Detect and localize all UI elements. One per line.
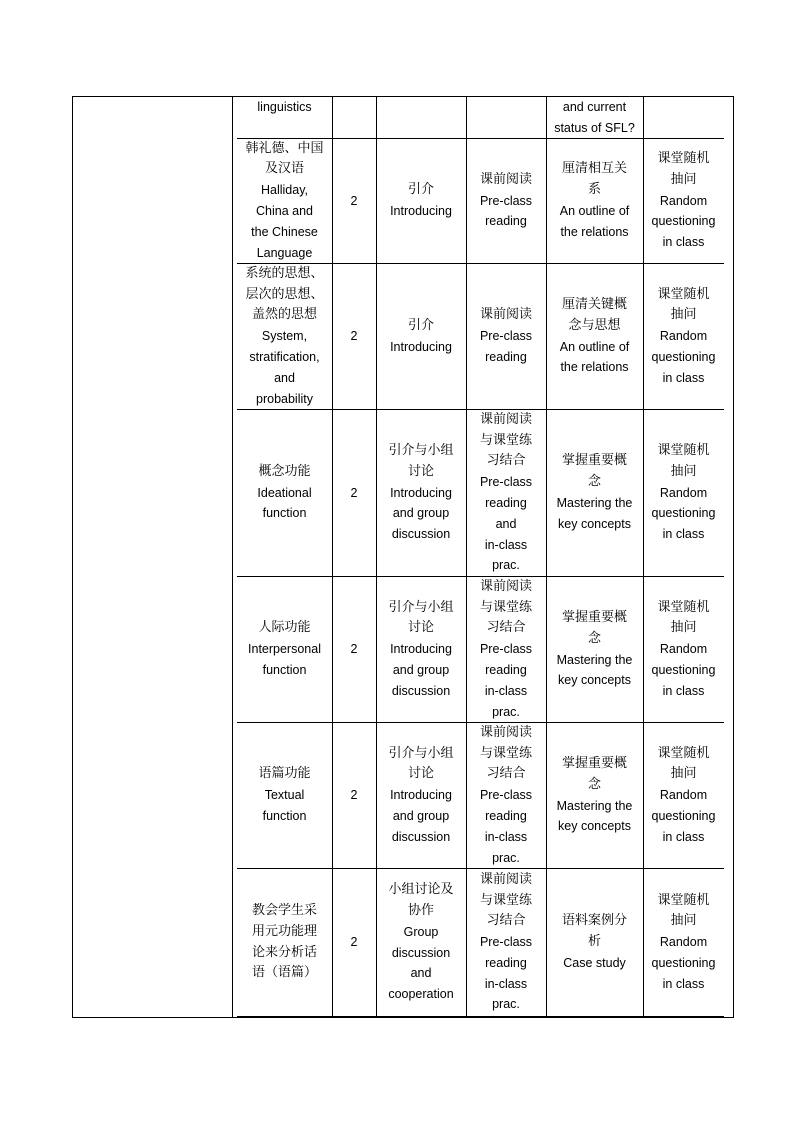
cell-text-line: 韩礼德、中国 (245, 140, 324, 156)
cell-text-line: 课前阅读 (479, 307, 532, 323)
cell-text-line: discussion (391, 829, 451, 844)
cell-text-line: Mastering the (556, 798, 633, 813)
cell-text-line: 习结合 (486, 913, 526, 929)
cell-text-line: in-class (484, 537, 528, 552)
cell-text-line: in-class (484, 976, 528, 991)
cell-text-line: Introducing (390, 485, 452, 500)
cell-text-line: 掌握重要概 (561, 755, 627, 771)
cell-method (376, 410, 466, 577)
cell-text-line: 抽问 (670, 463, 697, 479)
cell-text-line: 课堂随机 (657, 286, 710, 302)
cell-text-line: 课堂随机 (657, 443, 710, 458)
cell-text-line: reading (485, 496, 527, 510)
cell-assessment (643, 139, 724, 264)
cell-text-line: 语篇功能 (258, 766, 311, 782)
cell-text-line: Random (659, 485, 708, 500)
cell-text-line: China and (256, 204, 313, 218)
cell-text-line: and (410, 966, 432, 981)
cell-text-line: and (495, 516, 517, 531)
cell-topic (237, 139, 332, 264)
cell-text-line: in class (662, 370, 705, 385)
cell-text-line: 概念功能 (258, 463, 311, 479)
cell-objective (546, 723, 643, 869)
cell-text-line: probability (256, 391, 313, 406)
cell-text-line: questioning (651, 349, 716, 364)
cell-text-line: 掌握重要概 (561, 609, 627, 625)
cell-text-line: Random (659, 788, 708, 803)
cell-text-line: Pre-class (479, 642, 533, 657)
cell-text-line: 2 (350, 788, 358, 803)
cell-text-line: Random (659, 193, 708, 208)
cell-text-line: Pre-class (479, 788, 533, 803)
cell-text-line: Mastering the (556, 652, 633, 667)
cell-topic (237, 869, 332, 1017)
cell-text-line: 语料案例分 (561, 913, 627, 929)
cell-activity (466, 139, 546, 264)
cell-text-line: the relations (560, 224, 629, 239)
cell-text-line: Mastering the (556, 496, 633, 510)
cell-text-line: System, (261, 329, 308, 344)
cell-assessment (643, 577, 724, 723)
cell-objective (546, 577, 643, 723)
cell-text-line: in class (662, 527, 705, 542)
cell-text-line: and group (392, 808, 450, 823)
cell-text-line: in class (662, 976, 705, 991)
cell-text-line: 念 (587, 474, 601, 490)
cell-text-line: Halliday, (260, 183, 308, 198)
cell-text-line: Case study (563, 955, 626, 970)
cell-text-line: 2 (350, 642, 358, 657)
cell-text-line: 用元功能理 (251, 923, 317, 939)
cell-activity (466, 410, 546, 577)
cell-text-line: 厘清相互关 (561, 161, 627, 177)
cell-text-line: key concepts (558, 516, 631, 531)
cell-topic (237, 577, 332, 723)
cell-hours (332, 139, 376, 264)
cell-hours (332, 869, 376, 1017)
cell-text-line: 课前阅读 (479, 171, 532, 187)
cell-text-line: function (262, 808, 307, 823)
cell-text-line: in-class (484, 829, 528, 844)
cell-text-line: questioning (651, 808, 716, 823)
cell-objective (546, 139, 643, 264)
cell-text-line: the Chinese (251, 224, 318, 239)
cell-text-line: 协作 (407, 902, 434, 918)
cell-text-line: 课前阅读 (479, 724, 532, 740)
cell-text-line: Introducing (390, 204, 452, 218)
cell-text-line: in class (662, 683, 705, 698)
cell-text-line: 掌握重要概 (561, 453, 627, 469)
cell-text-line: reading (485, 955, 527, 970)
cell-text-line: Introducing (390, 642, 452, 657)
cell-text-line: 讨论 (407, 766, 434, 782)
cell-text-line: 课前阅读 (479, 871, 532, 887)
cell-text-line: Pre-class (479, 329, 533, 344)
cell-text-line: cooperation (388, 987, 454, 1002)
cell-text-line: 习结合 (486, 453, 526, 469)
cell-text-line: in class (662, 829, 705, 844)
cell-text-line: in-class (484, 683, 528, 698)
cell-text-line: Textual (264, 788, 305, 803)
cell-activity (466, 96, 546, 139)
cell-text-line: questioning (651, 506, 716, 521)
cell-text-line: 与课堂练 (479, 599, 532, 615)
cell-text-line: prac. (492, 850, 520, 865)
cell-hours (332, 723, 376, 869)
cell-text-line: and (274, 370, 295, 385)
cell-text-line: reading (485, 662, 527, 677)
cell-text-line: discussion (391, 527, 451, 542)
cell-text-line: 习结合 (486, 766, 526, 782)
cell-text-line: Random (659, 935, 708, 950)
cell-text-line: and current (562, 100, 627, 114)
cell-text-line: 层次的思想、 (245, 286, 324, 302)
cell-topic (237, 723, 332, 869)
cell-assessment (643, 869, 724, 1017)
cell-text-line: 及汉语 (264, 161, 304, 177)
cell-text-line: function (262, 506, 307, 521)
cell-text-line: 引介与小组 (388, 443, 454, 458)
cell-text-line: 析 (587, 934, 601, 950)
cell-activity (466, 723, 546, 869)
cell-method (376, 96, 466, 139)
cell-text-line: reading (485, 349, 527, 364)
cell-method (376, 577, 466, 723)
cell-text-line: questioning (651, 662, 716, 677)
cell-text-line: key concepts (558, 819, 631, 834)
cell-topic (237, 264, 332, 410)
cell-text-line: prac. (492, 558, 520, 573)
cell-hours (332, 410, 376, 577)
cell-topic (237, 410, 332, 577)
cell-method (376, 264, 466, 410)
cell-text-line: 教会学生采 (251, 902, 317, 918)
cell-text-line: Random (659, 329, 708, 344)
cell-text-line: 与课堂练 (479, 432, 532, 448)
cell-text-line: questioning (651, 955, 716, 970)
cell-text-line: 念 (587, 776, 601, 792)
cell-text-line: prac. (492, 997, 520, 1012)
cell-method (376, 139, 466, 264)
cell-text-line: and group (392, 662, 450, 677)
cell-topic (237, 96, 332, 139)
cell-assessment (643, 96, 724, 139)
cell-text-line: 课堂随机 (657, 745, 710, 761)
cell-text-line: 课堂随机 (657, 151, 710, 166)
cell-text-line: 讨论 (407, 620, 434, 636)
cell-text-line: 引介 (407, 182, 434, 198)
cell-objective (546, 410, 643, 577)
cell-activity (466, 577, 546, 723)
cell-text-line: 2 (350, 935, 358, 950)
cell-text-line: 抽问 (670, 171, 697, 187)
column-divider (232, 96, 233, 1018)
cell-text-line: 引介 (407, 317, 434, 333)
cell-text-line: Introducing (390, 339, 452, 354)
cell-assessment (643, 723, 724, 869)
cell-text-line: 系统的思想、 (245, 265, 324, 281)
cell-text-line: 厘清关键概 (561, 296, 627, 312)
cell-text-line: Introducing (390, 788, 452, 803)
cell-text-line: discussion (391, 945, 451, 960)
cell-text-line: in class (662, 235, 705, 250)
cell-text-line: function (262, 662, 307, 677)
cell-text-line: 抽问 (670, 913, 697, 929)
cell-text-line: 课堂随机 (657, 599, 710, 615)
cell-text-line: 系 (587, 182, 601, 198)
cell-assessment (643, 264, 724, 410)
cell-text-line: 抽问 (670, 307, 697, 323)
cell-text-line: 引介与小组 (388, 745, 454, 761)
cell-text-line: Interpersonal (248, 642, 321, 657)
cell-text-line: reading (485, 214, 527, 229)
cell-text-line: stratification, (249, 349, 320, 364)
cell-text-line: 2 (350, 485, 358, 500)
cell-text-line: 习结合 (486, 620, 526, 636)
cell-text-line: 论来分析话 (251, 944, 317, 960)
cell-text-line: key concepts (558, 673, 631, 688)
cell-text-line: An outline of (559, 339, 630, 354)
cell-objective (546, 264, 643, 410)
cell-text-line: Pre-class (479, 935, 533, 950)
cell-text-line: 课前阅读 (479, 411, 532, 427)
cell-text-line: reading (485, 808, 527, 823)
cell-hours (332, 264, 376, 410)
cell-text-line: 与课堂练 (479, 892, 532, 908)
cell-text-line: questioning (651, 214, 716, 229)
cell-text-line: 念与思想 (568, 317, 621, 333)
cell-assessment (643, 410, 724, 577)
cell-text-line: 课前阅读 (479, 578, 532, 594)
cell-text-line: and group (392, 506, 450, 521)
cell-text-line: 人际功能 (258, 620, 311, 636)
cell-text-line: prac. (492, 704, 520, 719)
cell-method (376, 723, 466, 869)
cell-text-line: 抽问 (670, 620, 697, 636)
cell-text-line: 2 (350, 193, 358, 208)
cell-text-line: the relations (560, 360, 629, 375)
cell-activity (466, 264, 546, 410)
cell-text-line: 盖然的思想 (251, 307, 317, 323)
cell-method (376, 869, 466, 1017)
cell-activity (466, 869, 546, 1017)
cell-text-line: status of SFL? (554, 120, 635, 135)
cell-text-line: 与课堂练 (479, 745, 532, 761)
cell-objective (546, 869, 643, 1017)
cell-text-line: discussion (391, 683, 451, 698)
cell-text-line: 语（语篇） (251, 965, 317, 981)
cell-text-line: 讨论 (407, 463, 434, 479)
cell-hours (332, 96, 376, 139)
cell-text-line: 引介与小组 (388, 599, 454, 615)
cell-text-line: 2 (350, 329, 358, 344)
cell-text-line: 课堂随机 (657, 892, 710, 908)
cell-text-line: Random (659, 642, 708, 657)
cell-text-line: Pre-class (479, 475, 533, 490)
cell-text-line: Ideational (257, 485, 312, 500)
cell-text-line: 抽问 (670, 766, 697, 782)
cell-text-line: 小组讨论及 (388, 882, 454, 898)
cell-text-line: linguistics (257, 100, 312, 114)
cell-objective (546, 96, 643, 139)
cell-text-line: Pre-class (479, 193, 533, 208)
cell-text-line: 念 (587, 630, 601, 646)
cell-text-line: Language (256, 245, 313, 260)
cell-text-line: Group (403, 924, 439, 939)
cell-hours (332, 577, 376, 723)
cell-text-line: An outline of (559, 204, 630, 218)
